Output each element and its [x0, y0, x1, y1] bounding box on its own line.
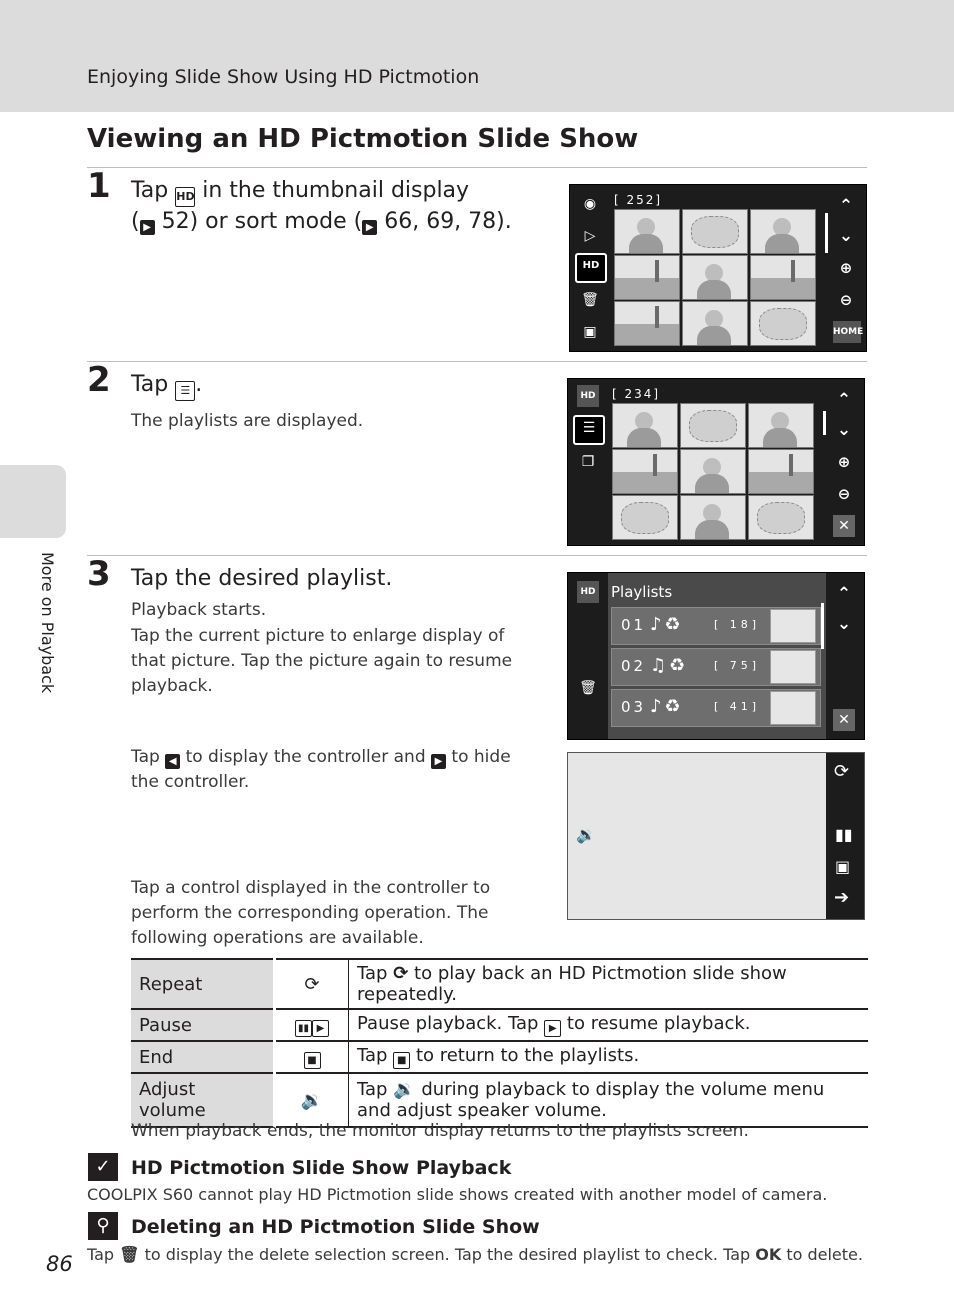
thumbnail[interactable] [748, 449, 814, 494]
operation-name: Repeat [131, 959, 275, 1009]
repeat-icon[interactable]: ⟳ [834, 761, 850, 782]
thumbnail[interactable] [748, 403, 814, 448]
playlist-thumbnail [770, 691, 816, 725]
scrollbar[interactable] [821, 603, 824, 649]
playlist-icon[interactable]: ☰ [573, 415, 605, 445]
thumbnail[interactable] [682, 301, 748, 346]
section-label: More on Playback [38, 552, 57, 694]
zoom-in-icon[interactable]: ⊕ [839, 259, 853, 277]
table-row [131, 1009, 868, 1041]
thumbnail[interactable] [614, 255, 680, 300]
operations-table [131, 958, 868, 1128]
thumbnail[interactable] [748, 495, 814, 540]
operation-desc: Tap ■ to return to the playlists. [349, 1041, 869, 1073]
ok-icon: OK [755, 1245, 782, 1264]
trash-icon: 🗑 [119, 1245, 140, 1264]
operation-desc: Tap ⟳ to play back an HD Pictmotion slide show repeatedly. [349, 959, 869, 1009]
step-body: Playback starts. [131, 600, 267, 620]
operation-name: Adjust volume [131, 1073, 275, 1127]
zoom-out-icon[interactable]: ⊖ [839, 291, 853, 309]
table-row [131, 1041, 868, 1073]
hd-thumbnail-screen [567, 378, 865, 546]
hide-controller-icon: ▶ [431, 754, 446, 769]
scroll-down-icon[interactable]: ⌄ [838, 226, 854, 246]
trash-icon[interactable]: 🗑 [579, 680, 597, 696]
trash-icon[interactable]: 🗑 [581, 292, 599, 308]
operation-name: End [131, 1041, 275, 1073]
operation-name: Pause [131, 1009, 275, 1041]
pause-icon: ▮▮ ▶ [275, 1009, 349, 1041]
magnifier-icon: ⚲ [88, 1212, 118, 1240]
camera-icon[interactable]: ◉ [583, 196, 597, 212]
step-body: Tap the current picture to enlarge display of that picture. Tap the picture again to resume playback. [131, 626, 513, 696]
scroll-up-icon[interactable]: ⌃ [836, 584, 852, 604]
music-icon: ♫♻ [650, 655, 689, 676]
note-title: HD Pictmotion Slide Show Playback [131, 1157, 512, 1179]
thumbnail[interactable] [680, 449, 746, 494]
section-tab [0, 465, 66, 538]
scroll-up-icon[interactable]: ⌃ [838, 196, 854, 216]
scroll-up-icon[interactable]: ⌃ [836, 390, 852, 410]
operation-desc: Pause playback. Tap ▶ to resume playback. [349, 1009, 869, 1041]
thumbnail[interactable] [680, 495, 746, 540]
thumbnail[interactable] [614, 209, 680, 254]
playlist-thumbnail [770, 650, 816, 684]
thumbnail[interactable] [612, 449, 678, 494]
playlists-screen [567, 572, 865, 740]
thumbnail[interactable] [612, 495, 678, 540]
playlist-item[interactable]: 01 ♪♻ [ 18] [611, 607, 821, 645]
divider [87, 167, 867, 168]
close-icon[interactable]: ✕ [833, 515, 855, 537]
note-body: Tap 🗑 to display the delete selection screen. Tap the desired playlist to check. Tap OK to delete. [87, 1245, 863, 1264]
thumbnail[interactable] [750, 255, 816, 300]
scroll-down-icon[interactable]: ⌄ [836, 420, 852, 440]
slideshow-icon[interactable]: ❐ [581, 454, 595, 470]
thumbnail[interactable] [680, 403, 746, 448]
repeat-icon: ⟳ [275, 959, 349, 1009]
note-icon: ✓ [88, 1153, 118, 1181]
step-body: The playlists are displayed. [131, 411, 364, 431]
step-number: 3 [87, 554, 111, 594]
volume-icon: 🔉 [275, 1073, 349, 1127]
list-icon: ☰ [175, 381, 195, 401]
step-title: Tap the desired playlist. [131, 566, 393, 591]
reference-icon: ▶ [140, 220, 155, 235]
home-icon[interactable]: HOME [833, 321, 861, 343]
page-header [0, 0, 954, 112]
close-icon[interactable]: ✕ [833, 709, 855, 731]
step-title: Tap ☰ . [131, 370, 202, 401]
thumbnail[interactable] [682, 209, 748, 254]
playlist-item[interactable]: 02 ♫♻ [ 75] [611, 648, 821, 686]
thumbnail[interactable] [750, 301, 816, 346]
show-controller-icon: ◀ [165, 754, 180, 769]
step-number: 1 [87, 166, 111, 206]
thumbnail[interactable] [614, 301, 680, 346]
stop-icon[interactable]: ▣ [835, 857, 851, 876]
hide-controller-icon[interactable]: ➔ [834, 887, 850, 908]
divider [87, 361, 867, 362]
image-counter: [ 252] [614, 193, 663, 207]
controller-screen [567, 752, 865, 920]
step-body: Tap ◀ to display the controller and ▶ to hide the controller. [131, 747, 511, 792]
note-title: Deleting an HD Pictmotion Slide Show [131, 1216, 540, 1238]
note-body: COOLPIX S60 cannot play HD Pictmotion slide shows created with another model of camera. [87, 1185, 828, 1204]
hd-pictmotion-icon: HD [175, 187, 195, 207]
step-body: Tap a control displayed in the controller to perform the corresponding operation. The following operations are available. [131, 878, 491, 948]
hd-icon: HD [577, 581, 599, 603]
hd-pictmotion-icon[interactable]: HD [575, 253, 607, 283]
running-header: Enjoying Slide Show Using HD Pictmotion [87, 66, 480, 88]
step-number: 2 [87, 360, 111, 400]
hd-icon: HD [577, 385, 599, 407]
playlist-item[interactable]: 03 ♪♻ [ 41] [611, 689, 821, 727]
divider [87, 555, 867, 556]
zoom-in-icon[interactable]: ⊕ [837, 453, 851, 471]
playlists-title: Playlists [611, 583, 673, 601]
thumbnail[interactable] [682, 255, 748, 300]
page-number: 86 [46, 1252, 73, 1276]
zoom-out-icon[interactable]: ⊖ [837, 485, 851, 503]
thumbnail-screen [569, 184, 867, 352]
thumbnail[interactable] [612, 403, 678, 448]
scroll-down-icon[interactable]: ⌄ [836, 614, 852, 634]
after-table-text: When playback ends, the monitor display returns to the playlists screen. [131, 1121, 749, 1141]
step-title: Tap HD in the thumbnail display ( ▶ 52) or sort mode ( ▶ 66, 69, 78). [131, 178, 512, 234]
play-icon[interactable]: ▷ [584, 228, 596, 244]
volume-icon[interactable]: 🔉 [576, 825, 596, 844]
music-icon: ♪♻ [650, 614, 684, 635]
stop-icon: ■ [275, 1041, 349, 1073]
menu-icon[interactable]: ▣ [583, 324, 597, 340]
image-counter: [ 234] [612, 387, 661, 401]
thumbnail[interactable] [750, 209, 816, 254]
reference-icon: ▶ [362, 220, 377, 235]
table-row [131, 959, 868, 1009]
pause-icon[interactable]: ▮▮ [835, 825, 853, 844]
operation-desc: Tap 🔉 during playback to display the volume menu and adjust speaker volume. [349, 1073, 869, 1127]
playlist-thumbnail [770, 609, 816, 643]
page-title: Viewing an HD Pictmotion Slide Show [87, 124, 639, 154]
music-icon: ♪♻ [650, 696, 684, 717]
